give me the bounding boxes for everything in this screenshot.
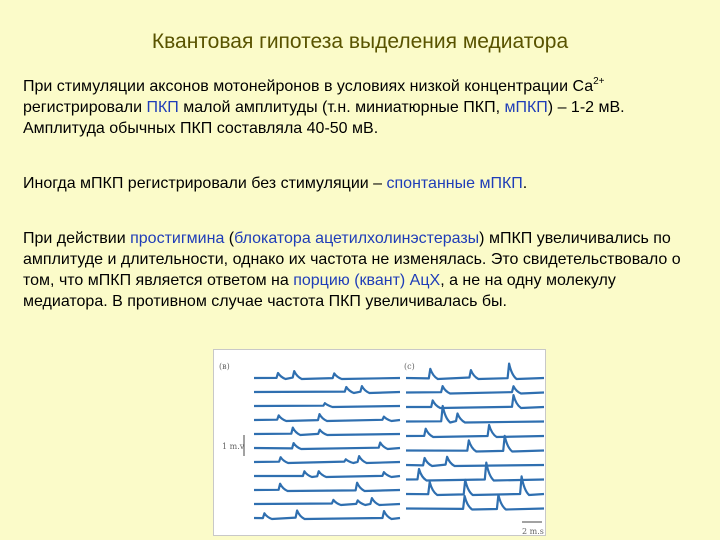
trace-right-5 — [406, 436, 544, 452]
trace-left-0 — [254, 371, 400, 379]
link-mpkp[interactable]: мПКП — [504, 99, 548, 116]
trace-right-9 — [406, 495, 544, 510]
figure-label-b: (в) — [219, 362, 230, 371]
traces-left-panel — [254, 371, 400, 519]
p3-text-4: , а не на одну молекулу медиатора. В противном случае частота ПКП увеличивалась бы. — [23, 272, 616, 310]
mepp-recordings-figure — [213, 349, 546, 536]
figure-scale-x-label: 2 m.s — [522, 527, 544, 536]
trace-left-4 — [254, 428, 400, 435]
link-spontaneous-mpkp[interactable]: спонтанные мПКП — [386, 175, 523, 192]
trace-left-5 — [254, 443, 400, 450]
trace-right-4 — [406, 425, 544, 437]
figure-label-c: (с) — [404, 362, 415, 371]
p1-text-1: При стимуляции аксонов мотонейронов в условиях низкой концентрации Са — [23, 78, 594, 95]
paragraph-prostigmine — [23, 228, 703, 312]
trace-left-8 — [254, 483, 400, 491]
paragraph-spontaneous — [23, 173, 703, 194]
trace-right-6 — [406, 457, 544, 466]
traces-right-panel — [406, 364, 544, 510]
p1-superscript: 2+ — [593, 76, 605, 87]
link-ache-blocker[interactable]: блокатора ацетилхолинэстеразы — [234, 230, 480, 247]
p3-text-3: ) мПКП увеличивались по амплитуде и длительности, однако их частота не изменялась. Это свидетельствовало о том, что мПКП является ответом на — [23, 230, 681, 289]
trace-left-6 — [254, 456, 400, 463]
trace-left-1 — [254, 386, 400, 393]
figure-scale-y-label: 1 m.v — [222, 442, 245, 451]
trace-left-7 — [254, 471, 400, 477]
p3-text-1: При действии — [23, 230, 131, 247]
trace-left-9 — [254, 498, 400, 505]
p2-text-2: . — [522, 175, 528, 192]
p1-text-2: регистрировали — [23, 99, 147, 116]
p3-text-2: ( — [224, 230, 235, 247]
paragraph-mepp-discovery — [23, 76, 703, 139]
mepp-traces-svg — [214, 350, 547, 537]
trace-left-2 — [254, 403, 400, 407]
link-prostigmine[interactable]: простигмина — [130, 230, 225, 247]
p1-text-3: малой амплитуды (т.н. миниатюрные ПКП, — [178, 99, 505, 116]
trace-right-1 — [406, 386, 544, 393]
trace-right-0 — [406, 364, 544, 379]
p2-text-1: Иногда мПКП регистрировали без стимуляции – — [23, 175, 387, 192]
trace-left-10 — [254, 511, 400, 520]
slide-title: Квантовая гипотеза выделения медиатора — [151, 30, 569, 53]
link-quantum-ach[interactable]: порцию (квант) АцХ — [293, 272, 441, 289]
trace-left-3 — [254, 414, 400, 421]
trace-right-2 — [406, 395, 544, 408]
link-pkp[interactable]: ПКП — [146, 99, 179, 116]
p1-text-4: ) – 1-2 мВ. Амплитуда обычных ПКП составляла 40-50 мВ. — [23, 99, 625, 137]
